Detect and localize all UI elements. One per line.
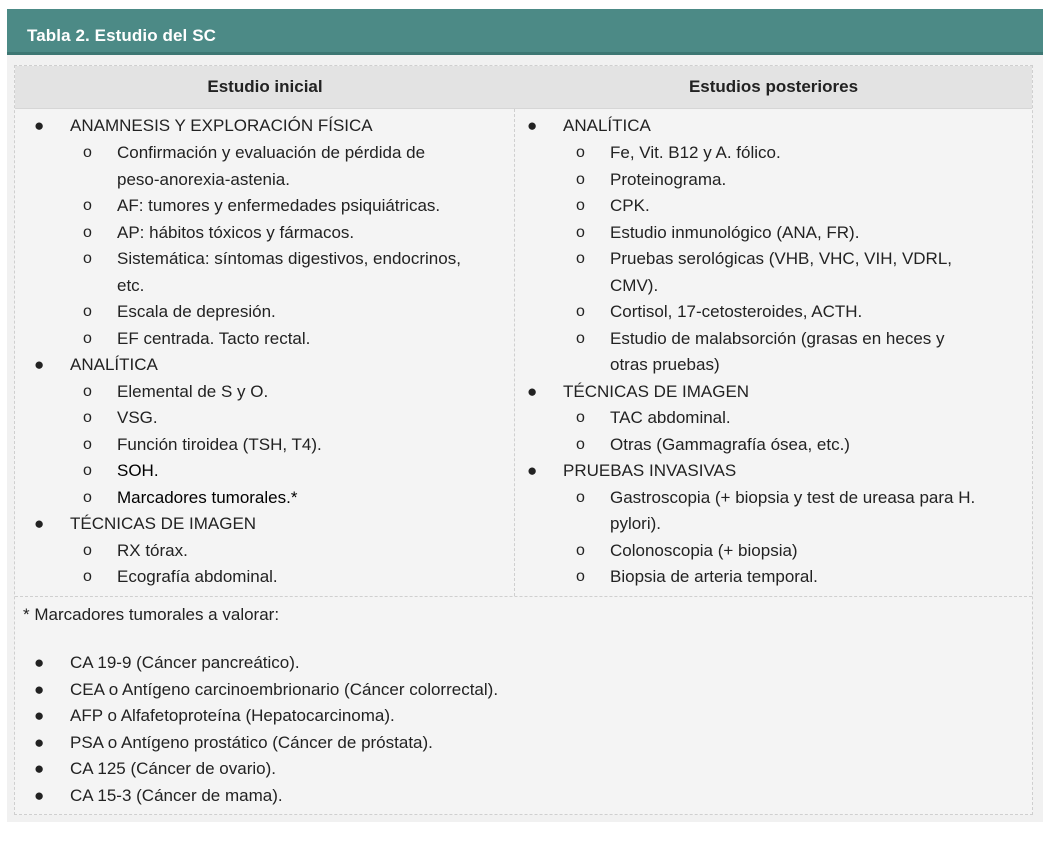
- section-title: ANALÍTICA: [70, 355, 158, 374]
- sub-bullet-icon: o: [83, 436, 92, 453]
- list-item: Estudio de malabsorción (grasas en heces y: [610, 329, 945, 348]
- list-item: CPK.: [610, 196, 650, 215]
- bullet-icon: ●: [34, 759, 45, 778]
- list-item: SOH.: [117, 461, 159, 480]
- marker-item: AFP o Alfafetoproteína (Hepatocarcinoma).: [70, 706, 395, 725]
- column-divider: [514, 109, 515, 596]
- bullet-icon: ●: [34, 653, 45, 672]
- sub-bullet-icon: o: [83, 489, 92, 506]
- sub-bullet-icon: o: [83, 197, 92, 214]
- bullet-icon: ●: [527, 461, 538, 480]
- list-item-continued: pylori).: [610, 514, 662, 533]
- list-item-continued: otras pruebas): [610, 355, 720, 374]
- table-title: Tabla 2. Estudio del SC: [27, 26, 217, 45]
- sub-bullet-icon: o: [576, 330, 585, 347]
- marker-item: CA 15-3 (Cáncer de mama).: [70, 786, 283, 805]
- section-title: TÉCNICAS DE IMAGEN: [563, 382, 750, 401]
- bullet-icon: ●: [34, 680, 45, 699]
- bullet-icon: ●: [34, 116, 45, 135]
- list-item-continued: CMV).: [610, 276, 659, 295]
- list-item: Estudio inmunológico (ANA, FR).: [610, 223, 860, 242]
- sub-bullet-icon: o: [576, 489, 585, 506]
- list-item: Otras (Gammagrafía ósea, etc.): [610, 435, 850, 454]
- sub-bullet-icon: o: [83, 250, 92, 267]
- sub-bullet-icon: o: [83, 303, 92, 320]
- bullet-icon: ●: [527, 116, 538, 135]
- bullet-icon: ●: [34, 733, 45, 752]
- sub-bullet-icon: o: [576, 436, 585, 453]
- table-header-row: [15, 66, 1032, 109]
- list-item-continued: etc.: [117, 276, 145, 295]
- list-item: Escala de depresión.: [117, 302, 276, 321]
- list-item: TAC abdominal.: [610, 408, 731, 427]
- marker-item: PSA o Antígeno prostático (Cáncer de próstata).: [70, 733, 433, 752]
- list-item: Ecografía abdominal.: [117, 567, 278, 586]
- sub-bullet-icon: o: [83, 409, 92, 426]
- list-item-continued: peso-anorexia-astenia.: [117, 170, 290, 189]
- study-table: [14, 65, 1033, 815]
- sub-bullet-icon: o: [576, 197, 585, 214]
- sub-bullet-icon: o: [83, 144, 92, 161]
- list-item: Marcadores tumorales.*: [117, 488, 298, 507]
- list-item: Cortisol, 17-cetosteroides, ACTH.: [610, 302, 863, 321]
- list-item: Colonoscopia (+ biopsia): [610, 541, 798, 560]
- list-item: AF: tumores y enfermedades psiquiátricas.: [117, 196, 441, 215]
- sub-bullet-icon: o: [576, 303, 585, 320]
- list-item: VSG.: [117, 408, 158, 427]
- bullet-icon: ●: [527, 382, 538, 401]
- section-title: ANAMNESIS Y EXPLORACIÓN FÍSICA: [70, 116, 373, 135]
- list-item: AP: hábitos tóxicos y fármacos.: [117, 223, 355, 242]
- sub-bullet-icon: o: [83, 462, 92, 479]
- list-item: EF centrada. Tacto rectal.: [117, 329, 311, 348]
- list-item: Confirmación y evaluación de pérdida de: [117, 143, 426, 162]
- list-item: Pruebas serológicas (VHB, VHC, VIH, VDRL,: [610, 249, 953, 268]
- list-item: Función tiroidea (TSH, T4).: [117, 435, 322, 454]
- header-initial-study: Estudio inicial: [207, 77, 323, 96]
- bullet-icon: ●: [34, 355, 45, 374]
- list-item: Gastroscopia (+ biopsia y test de ureasa para H.: [610, 488, 976, 507]
- marker-item: CA 19-9 (Cáncer pancreático).: [70, 653, 300, 672]
- marker-item: CA 125 (Cáncer de ovario).: [70, 759, 276, 778]
- bullet-icon: ●: [34, 514, 45, 533]
- marker-item: CEA o Antígeno carcinoembrionario (Cáncer colorrectal).: [70, 680, 499, 699]
- list-item: RX tórax.: [117, 541, 188, 560]
- list-item: Proteinograma.: [610, 170, 727, 189]
- sub-bullet-icon: o: [83, 568, 92, 585]
- bullet-icon: ●: [34, 786, 45, 805]
- note-text: * Marcadores tumorales a valorar:: [23, 605, 280, 624]
- sub-bullet-icon: o: [83, 330, 92, 347]
- section-title: PRUEBAS INVASIVAS: [563, 461, 737, 480]
- sub-bullet-icon: o: [83, 542, 92, 559]
- list-item: Elemental de S y O.: [117, 382, 269, 401]
- sub-bullet-icon: o: [576, 224, 585, 241]
- sub-bullet-icon: o: [576, 250, 585, 267]
- header-later-studies: Estudios posteriores: [688, 77, 859, 96]
- row-divider: [15, 596, 1032, 597]
- sub-bullet-icon: o: [576, 144, 585, 161]
- table-container: [7, 9, 1043, 822]
- section-title: TÉCNICAS DE IMAGEN: [70, 514, 257, 533]
- title-bar: [7, 9, 1043, 55]
- bullet-icon: ●: [34, 706, 45, 725]
- sub-bullet-icon: o: [576, 409, 585, 426]
- sub-bullet-icon: o: [83, 383, 92, 400]
- sub-bullet-icon: o: [576, 171, 585, 188]
- list-item: Sistemática: síntomas digestivos, endocrinos,: [117, 249, 461, 268]
- sub-bullet-icon: o: [576, 568, 585, 585]
- sub-bullet-icon: o: [576, 542, 585, 559]
- sub-bullet-icon: o: [83, 224, 92, 241]
- list-item: Fe, Vit. B12 y A. fólico.: [610, 143, 781, 162]
- list-item: Biopsia de arteria temporal.: [610, 567, 818, 586]
- section-title: ANALÍTICA: [563, 116, 651, 135]
